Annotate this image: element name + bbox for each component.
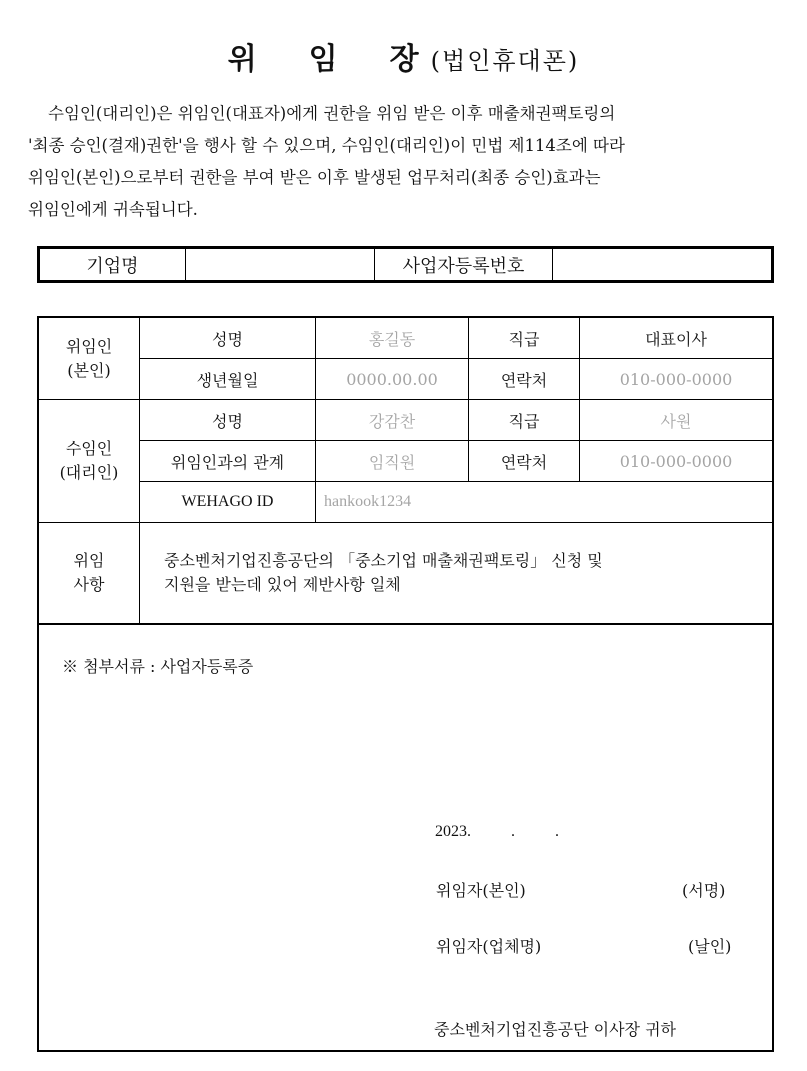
- delegator-name-label: 성명: [140, 317, 316, 359]
- intro-line: 수임인(대리인)은 위임인(대표자)에게 권한을 위임 받은 이후 매출채권팩토링의: [48, 104, 616, 123]
- delegator-position-value[interactable]: 대표이사: [580, 317, 774, 359]
- delegate-contact-value[interactable]: 010-000-0000: [580, 441, 774, 482]
- reg-number-value[interactable]: [553, 248, 773, 282]
- matter-content: [140, 523, 774, 625]
- sign2-label: 위임자(업체명): [436, 937, 542, 956]
- title-main: 위임장: [227, 42, 471, 77]
- matter-line-1: 중소벤처기업진흥공단의 「중소기업 매출채권팩토링」 신청 및: [164, 551, 603, 570]
- company-name-value[interactable]: [186, 248, 375, 282]
- signature-mark[interactable]: (서명): [682, 881, 726, 900]
- delegate-contact-label: 연락처: [469, 441, 580, 482]
- delegator-position-label: 직급: [469, 317, 580, 359]
- signature-area: [37, 624, 774, 1052]
- delegate-name-label: 성명: [140, 400, 316, 441]
- company-table: [37, 246, 774, 283]
- matter-line-2: 지원을 받는데 있어 제반사항 일체: [164, 575, 401, 594]
- intro-line: 위임인에게 귀속됩니다.: [28, 200, 198, 219]
- wehago-id-label: WEHAGO ID: [140, 482, 316, 523]
- reg-number-label: 사업자등록번호: [375, 248, 553, 282]
- delegate-relation-label: 위임인과의 관계: [140, 441, 316, 482]
- delegation-table: [37, 316, 774, 625]
- document-title: [0, 34, 807, 78]
- wehago-id-value[interactable]: hankook1234: [316, 482, 774, 523]
- delegator-birth-value[interactable]: 0000.00.00: [316, 359, 469, 400]
- recipient: 중소벤처기업진흥공단 이사장 귀하: [434, 1020, 677, 1039]
- intro-line: '최종 승인(결재)권한'을 행사 할 수 있으며, 수임인(대리인)이 민법 제114조에 따라: [28, 136, 625, 155]
- company-name-label: 기업명: [39, 248, 186, 282]
- sign1-label: 위임자(본인): [436, 881, 526, 900]
- delegate-position-label: 직급: [469, 400, 580, 441]
- intro-paragraph: [28, 98, 788, 226]
- delegate-name-value[interactable]: 강감찬: [316, 400, 469, 441]
- delegate-relation-value[interactable]: 임직원: [316, 441, 469, 482]
- delegate-label: 수임인 (대리인): [38, 400, 140, 523]
- date-line[interactable]: 2023. . .: [435, 823, 559, 840]
- delegator-name-value[interactable]: 홍길동: [316, 317, 469, 359]
- delegator-contact-label: 연락처: [469, 359, 580, 400]
- matter-label: 위임 사항: [38, 523, 140, 625]
- delegate-position-value[interactable]: 사원: [580, 400, 774, 441]
- delegator-contact-value[interactable]: 010-000-0000: [580, 359, 774, 400]
- delegator-birth-label: 생년월일: [140, 359, 316, 400]
- seal-mark[interactable]: (날인): [688, 937, 732, 956]
- delegator-label: 위임인 (본인): [38, 317, 140, 400]
- intro-line: 위임인(본인)으로부터 권한을 부여 받은 이후 발생된 업무처리(최종 승인)효과는: [28, 168, 601, 187]
- attachment-note: ※ 첨부서류 : 사업자등록증: [62, 657, 254, 676]
- title-sub: (법인휴대폰): [430, 47, 580, 75]
